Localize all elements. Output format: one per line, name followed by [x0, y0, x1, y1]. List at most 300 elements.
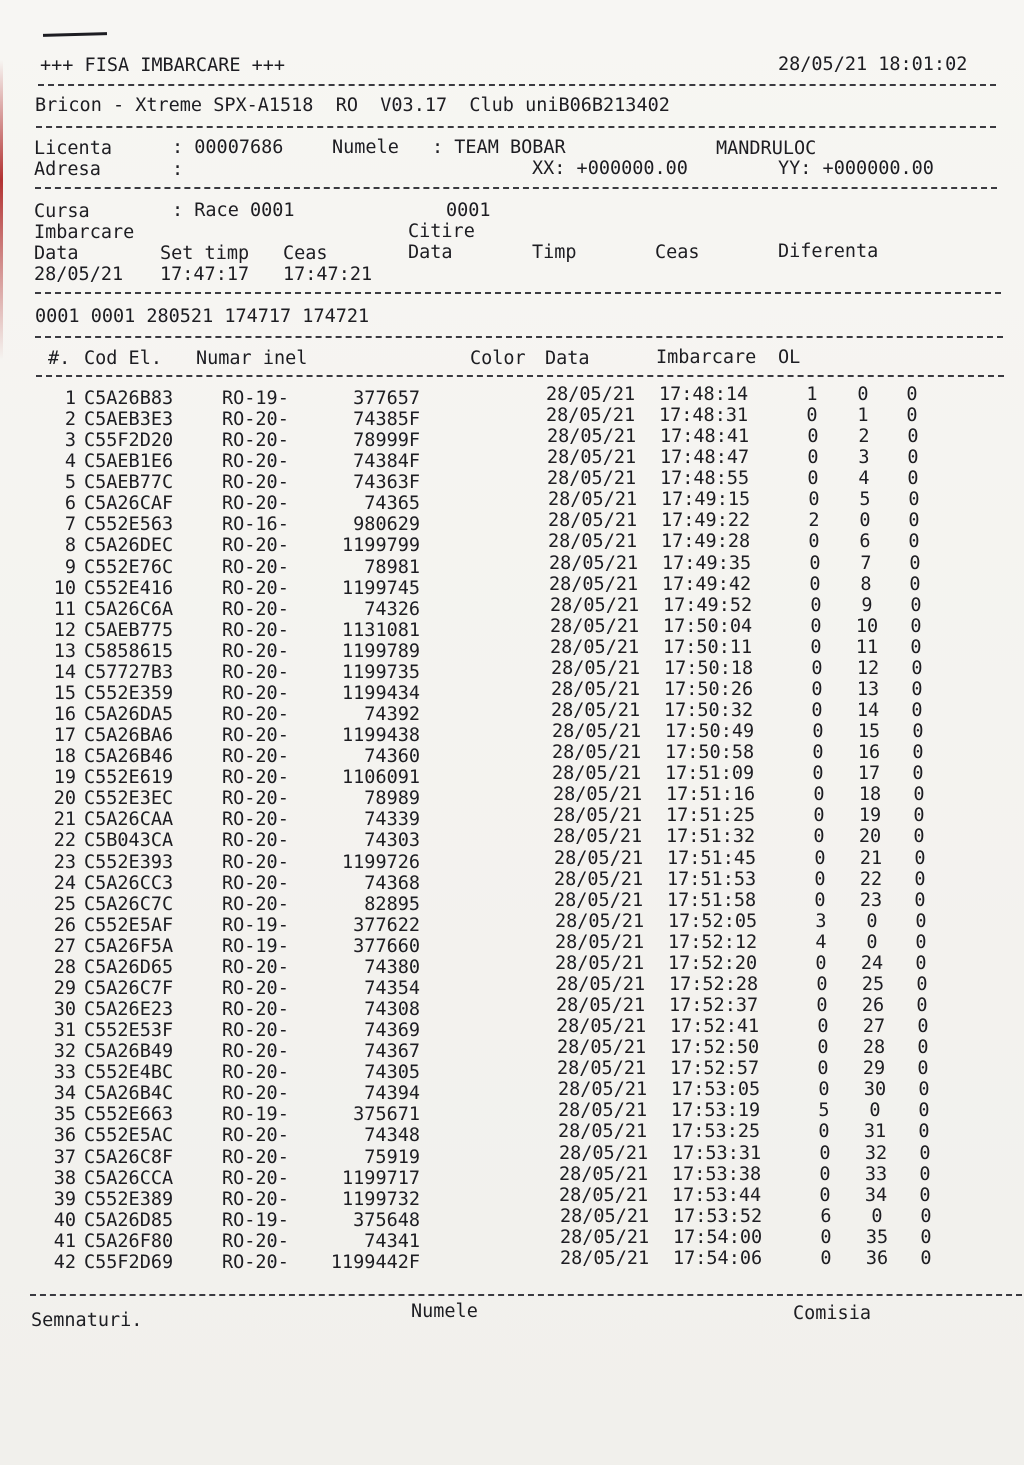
row-time: 17:48:41: [660, 426, 750, 448]
row-date: 28/05/21: [550, 594, 640, 616]
row-ring-prefix: RO-19-: [222, 914, 289, 936]
row-index: 7: [64, 514, 76, 536]
footer-numele-label: Numele: [411, 1301, 478, 1322]
row-ring-prefix: RO-20-: [222, 535, 289, 557]
row-col-c: 0: [913, 784, 925, 806]
row-date: 28/05/21: [558, 1079, 648, 1101]
row-time: 17:49:35: [662, 552, 752, 574]
row-col-c: 0: [910, 636, 922, 658]
divider: [35, 292, 1001, 294]
row-ring-number: 74308: [364, 999, 420, 1021]
row-ring-number: 74339: [364, 809, 420, 831]
row-ring-number: 74305: [364, 1062, 420, 1084]
row-date: 28/05/21: [559, 1142, 649, 1164]
row-col-a: 0: [814, 889, 826, 911]
pen-mark: [43, 32, 107, 37]
row-col-b: 27: [862, 1016, 886, 1038]
row-col-b: 0: [866, 910, 878, 932]
col-header-color: Color: [470, 348, 526, 369]
adresa-label: Adresa: [34, 159, 101, 180]
row-date: 28/05/21: [552, 721, 642, 743]
row-time: 17:52:41: [670, 1016, 760, 1038]
row-ring-number: 1131081: [342, 619, 420, 641]
row-ring-number: 74360: [364, 746, 420, 768]
row-date: 28/05/21: [560, 1205, 650, 1227]
row-ring-number: 74354: [364, 977, 420, 999]
row-col-a: 0: [817, 1058, 829, 1080]
row-col-c: 0: [912, 721, 924, 743]
row-cod-el: C552E53F: [84, 1020, 174, 1042]
citire-data-label: Data: [408, 242, 453, 263]
row-ring-prefix: RO-20-: [222, 682, 289, 704]
row-date: 28/05/21: [546, 405, 636, 427]
row-cod-el: C552E563: [84, 514, 174, 536]
row-ring-prefix: RO-20-: [222, 451, 289, 473]
row-index: 34: [53, 1083, 76, 1105]
row-col-c: 0: [917, 1037, 929, 1059]
row-ring-prefix: RO-20-: [222, 704, 289, 726]
row-ring-prefix: RO-20-: [222, 1020, 289, 1042]
row-time: 17:52:05: [668, 910, 758, 932]
row-index: 23: [53, 851, 76, 873]
row-col-a: 0: [807, 447, 819, 469]
row-ring-prefix: RO-20-: [222, 830, 289, 852]
row-cod-el: C5858615: [84, 640, 174, 662]
row-col-a: 0: [808, 531, 820, 553]
row-index: 39: [53, 1188, 76, 1210]
row-ring-prefix: RO-20-: [222, 409, 289, 431]
row-cod-el: C5AEB3E3: [84, 409, 174, 431]
row-col-c: 0: [916, 973, 928, 995]
row-col-c: 0: [910, 615, 922, 637]
row-col-a: 6: [820, 1205, 832, 1227]
row-col-a: 0: [816, 995, 828, 1017]
row-date: 28/05/21: [553, 826, 643, 848]
row-date: 28/05/21: [547, 447, 637, 469]
row-index: 1: [64, 388, 76, 409]
row-col-b: 10: [855, 615, 879, 637]
imbarcare-set-time: 17:47:17: [160, 264, 250, 285]
divider: [38, 84, 996, 86]
row-ring-prefix: RO-20-: [222, 956, 289, 978]
row-cod-el: C5A26B4C: [84, 1083, 174, 1105]
row-time: 17:52:12: [668, 931, 758, 953]
row-time: 17:50:26: [664, 678, 754, 700]
row-cod-el: C55F2D69: [84, 1251, 174, 1273]
row-col-c: 0: [912, 763, 924, 785]
row-time: 17:48:55: [660, 468, 750, 490]
row-ring-prefix: RO-20-: [222, 472, 289, 494]
row-cod-el: C552E5AF: [84, 914, 174, 936]
col-header-numar-inel: Numar inel: [196, 348, 308, 369]
row-col-c: 0: [906, 405, 918, 427]
row-col-c: 0: [915, 952, 927, 974]
row-col-b: 0: [866, 931, 878, 953]
row-index: 26: [53, 914, 76, 936]
row-col-c: 0: [918, 1100, 930, 1122]
row-cod-el: C552E4BC: [84, 1062, 174, 1084]
row-date: 28/05/21: [554, 889, 644, 911]
row-index: 3: [64, 430, 76, 452]
adresa-value: :: [172, 159, 184, 180]
row-cod-el: C5A26DEC: [84, 535, 174, 557]
row-col-a: 0: [808, 489, 820, 511]
row-ring-number: 1106091: [342, 767, 420, 789]
row-col-c: 0: [919, 1163, 931, 1185]
paper-edge-mark: [0, 60, 3, 360]
row-ring-prefix: RO-20-: [222, 746, 289, 768]
row-col-c: 0: [919, 1184, 931, 1206]
row-cod-el: C552E3EC: [84, 788, 174, 810]
row-col-a: 0: [812, 742, 824, 764]
row-col-b: 26: [861, 995, 885, 1017]
row-date: 28/05/21: [549, 552, 639, 574]
row-cod-el: C552E619: [84, 767, 174, 789]
row-col-a: 1: [806, 384, 818, 405]
row-col-b: 35: [865, 1226, 889, 1248]
row-col-a: 0: [814, 868, 826, 890]
row-col-a: 0: [812, 721, 824, 743]
row-index: 41: [53, 1230, 76, 1252]
row-col-b: 15: [857, 721, 881, 743]
row-col-c: 0: [911, 700, 923, 722]
row-time: 17:52:57: [670, 1058, 760, 1080]
row-index: 38: [53, 1167, 76, 1189]
row-ring-number: 78989: [364, 788, 420, 810]
locality: MANDRULOC: [716, 138, 817, 159]
row-cod-el: C5AEB1E6: [84, 451, 174, 473]
row-ring-number: 74303: [364, 830, 420, 852]
row-col-c: 0: [915, 931, 927, 953]
row-date: 28/05/21: [559, 1163, 649, 1185]
row-cod-el: C5A26B83: [84, 388, 174, 409]
row-ring-prefix: RO-19-: [222, 935, 289, 957]
row-date: 28/05/21: [557, 1037, 647, 1059]
row-cod-el: C552E389: [84, 1188, 174, 1210]
row-index: 11: [53, 598, 76, 620]
row-time: 17:50:49: [665, 721, 755, 743]
divider: [36, 375, 1004, 377]
row-col-b: 4: [858, 468, 870, 490]
row-cod-el: C552E5AC: [84, 1125, 174, 1147]
divider: [36, 126, 996, 128]
row-col-b: 12: [856, 657, 880, 679]
row-col-a: 0: [820, 1226, 832, 1248]
row-index: 10: [53, 577, 76, 599]
row-date: 28/05/21: [555, 952, 645, 974]
row-cod-el: C5A26F5A: [84, 935, 174, 957]
row-col-a: 0: [807, 426, 819, 448]
row-index: 14: [53, 661, 76, 683]
imbarcare-date: 28/05/21: [34, 264, 124, 285]
race-code: 0001: [446, 200, 491, 221]
row-index: 31: [53, 1020, 76, 1042]
row-col-a: 4: [815, 931, 827, 953]
row-ring-number: 980629: [353, 514, 420, 536]
row-time: 17:54:00: [673, 1226, 763, 1248]
row-date: 28/05/21: [556, 995, 646, 1017]
row-col-b: 3: [858, 447, 870, 469]
row-cod-el: C5A26CCA: [84, 1167, 174, 1189]
row-ring-prefix: RO-20-: [222, 788, 289, 810]
row-index: 6: [64, 493, 76, 515]
row-index: 13: [53, 640, 76, 662]
row-index: 16: [53, 704, 76, 726]
row-col-c: 0: [914, 889, 926, 911]
row-col-b: 0: [871, 1205, 883, 1227]
row-ring-number: 1199732: [342, 1188, 420, 1210]
row-ring-number: 74348: [364, 1125, 420, 1147]
row-ring-number: 74326: [364, 598, 420, 620]
row-col-b: 9: [861, 594, 873, 616]
row-time: 17:51:25: [666, 805, 756, 827]
row-date: 28/05/21: [554, 847, 644, 869]
row-date: 28/05/21: [553, 805, 643, 827]
row-index: 36: [53, 1125, 76, 1147]
row-col-b: 24: [860, 952, 884, 974]
row-index: 21: [53, 809, 76, 831]
row-cod-el: C5AEB77C: [84, 472, 174, 494]
row-col-c: 0: [908, 489, 920, 511]
row-cod-el: C5A26C8F: [84, 1146, 174, 1168]
row-ring-number: 74385F: [353, 409, 420, 431]
row-date: 28/05/21: [551, 700, 641, 722]
sheet-title: +++ FISA IMBARCARE +++: [40, 55, 286, 76]
row-date: 28/05/21: [550, 615, 640, 637]
row-cod-el: C5A26CAA: [84, 809, 174, 831]
row-col-c: 0: [913, 826, 925, 848]
row-ring-number: 78981: [364, 556, 420, 578]
row-ring-prefix: RO-20-: [222, 577, 289, 599]
row-date: 28/05/21: [547, 468, 637, 490]
row-ring-prefix: RO-20-: [222, 619, 289, 641]
row-time: 17:53:19: [671, 1100, 761, 1122]
row-col-b: 34: [864, 1184, 888, 1206]
row-cod-el: C5A26C6A: [84, 598, 174, 620]
row-index: 18: [53, 746, 76, 768]
numele-value: : TEAM BOBAR: [432, 137, 566, 158]
row-col-c: 0: [907, 426, 919, 448]
row-index: 20: [53, 788, 76, 810]
row-time: 17:50:58: [665, 742, 755, 764]
row-col-a: 0: [813, 784, 825, 806]
row-ring-prefix: RO-20-: [222, 851, 289, 873]
row-ring-prefix: RO-20-: [222, 1125, 289, 1147]
citire-label: Citire: [408, 221, 475, 242]
row-col-c: 0: [915, 910, 927, 932]
row-date: 28/05/21: [557, 1058, 647, 1080]
row-col-a: 0: [811, 700, 823, 722]
row-col-b: 0: [857, 384, 869, 405]
row-col-c: 0: [909, 573, 921, 595]
set-timp-label: Set timp: [160, 243, 250, 264]
col-header-index: #.: [48, 348, 71, 369]
row-col-b: 14: [856, 700, 880, 722]
row-index: 2: [64, 409, 76, 431]
divider: [35, 336, 1003, 338]
row-ring-prefix: RO-20-: [222, 430, 289, 452]
row-col-b: 30: [863, 1079, 887, 1101]
row-cod-el: C5A26CC3: [84, 872, 174, 894]
row-time: 17:53:25: [671, 1121, 761, 1143]
row-ring-number: 1199434: [342, 682, 420, 704]
row-col-b: 25: [861, 973, 885, 995]
race-code-line: 0001 0001 280521 174717 174721: [35, 306, 370, 327]
row-ring-prefix: RO-20-: [222, 1230, 289, 1252]
row-ring-prefix: RO-20-: [222, 661, 289, 683]
row-index: 24: [53, 872, 76, 894]
row-ring-prefix: RO-20-: [222, 1062, 289, 1084]
row-col-c: 0: [907, 468, 919, 490]
row-index: 30: [53, 999, 76, 1021]
row-col-a: 0: [815, 952, 827, 974]
row-index: 9: [64, 556, 76, 578]
row-col-b: 6: [859, 531, 871, 553]
row-col-c: 0: [916, 995, 928, 1017]
row-ring-prefix: RO-20-: [222, 556, 289, 578]
row-col-c: 0: [910, 594, 922, 616]
row-ring-prefix: RO-20-: [222, 872, 289, 894]
row-col-a: 0: [813, 805, 825, 827]
row-col-c: 0: [906, 384, 918, 405]
row-ring-prefix: RO-20-: [222, 767, 289, 789]
row-date: 28/05/21: [553, 784, 643, 806]
row-index: 28: [53, 956, 76, 978]
row-time: 17:50:11: [663, 636, 753, 658]
row-time: 17:51:32: [666, 826, 756, 848]
row-index: 8: [64, 535, 76, 557]
row-col-b: 31: [863, 1121, 887, 1143]
row-col-a: 5: [818, 1100, 830, 1122]
row-col-c: 0: [907, 447, 919, 469]
row-ring-prefix: RO-20-: [222, 999, 289, 1021]
row-col-a: 0: [818, 1079, 830, 1101]
row-cod-el: C5A26D85: [84, 1209, 174, 1231]
row-index: 37: [53, 1146, 76, 1168]
row-col-a: 0: [811, 657, 823, 679]
row-time: 17:53:05: [671, 1079, 761, 1101]
row-ring-prefix: RO-19-: [222, 1209, 289, 1231]
row-cod-el: C5A26C7C: [84, 893, 174, 915]
row-ring-number: 74392: [364, 704, 420, 726]
row-ring-prefix: RO-20-: [222, 1083, 289, 1105]
row-date: 28/05/21: [557, 1016, 647, 1038]
row-col-b: 2: [858, 426, 870, 448]
row-col-b: 20: [858, 826, 882, 848]
row-ring-prefix: RO-20-: [222, 1167, 289, 1189]
row-ring-number: 377660: [353, 935, 420, 957]
row-ring-prefix: RO-20-: [222, 493, 289, 515]
row-ring-number: 1199789: [342, 640, 420, 662]
row-col-c: 0: [911, 657, 923, 679]
row-ring-number: 74341: [364, 1230, 420, 1252]
row-index: 32: [53, 1041, 76, 1063]
row-ring-prefix: RO-20-: [222, 640, 289, 662]
row-cod-el: C5A26E23: [84, 999, 174, 1021]
row-index: 12: [53, 619, 76, 641]
row-col-b: 36: [865, 1247, 889, 1269]
row-ring-prefix: RO-20-: [222, 725, 289, 747]
timp-label: Timp: [532, 242, 577, 263]
row-col-a: 0: [818, 1121, 830, 1143]
row-time: 17:51:53: [667, 868, 757, 890]
imbarcare-label: Imbarcare: [34, 222, 135, 243]
row-ring-number: 74367: [364, 1041, 420, 1063]
row-col-b: 17: [857, 763, 881, 785]
row-ring-number: 82895: [364, 893, 420, 915]
row-col-a: 0: [810, 636, 822, 658]
signatures-label: Semnaturi.: [31, 1310, 143, 1331]
row-col-a: 0: [813, 826, 825, 848]
row-ring-prefix: RO-20-: [222, 1146, 289, 1168]
row-time: 17:54:06: [673, 1247, 763, 1269]
row-date: 28/05/21: [552, 763, 642, 785]
row-ring-number: 375648: [353, 1209, 420, 1231]
row-col-a: 0: [814, 847, 826, 869]
row-col-b: 29: [862, 1058, 886, 1080]
row-col-c: 0: [920, 1205, 932, 1227]
row-col-a: 0: [816, 973, 828, 995]
row-col-a: 0: [817, 1037, 829, 1059]
row-index: 4: [64, 451, 76, 473]
row-col-b: 0: [859, 510, 871, 532]
device-line: Bricon - Xtreme SPX-A1518 RO V03.17 Club uniB06B213402: [35, 95, 670, 116]
row-time: 17:50:32: [664, 700, 754, 722]
row-col-a: 0: [810, 594, 822, 616]
row-col-c: 0: [920, 1247, 932, 1269]
row-time: 17:53:31: [672, 1142, 762, 1164]
row-col-b: 28: [862, 1037, 886, 1059]
row-cod-el: C552E416: [84, 577, 174, 599]
row-col-b: 23: [859, 889, 883, 911]
row-cod-el: C552E393: [84, 851, 174, 873]
row-col-a: 2: [808, 510, 820, 532]
divider: [30, 1294, 1022, 1296]
row-col-c: 0: [920, 1226, 932, 1248]
col-header-ol: OL: [778, 347, 801, 368]
row-date: 28/05/21: [558, 1121, 648, 1143]
row-col-b: 11: [855, 636, 879, 658]
row-col-a: 0: [820, 1247, 832, 1269]
row-cod-el: C5B043CA: [84, 830, 174, 852]
row-date: 28/05/21: [555, 931, 645, 953]
row-col-c: 0: [914, 847, 926, 869]
row-time: 17:52:50: [670, 1037, 760, 1059]
row-date: 28/05/21: [549, 573, 639, 595]
row-ring-number: 74369: [364, 1020, 420, 1042]
row-col-a: 0: [819, 1184, 831, 1206]
row-col-c: 0: [909, 552, 921, 574]
row-index: 15: [53, 682, 76, 704]
row-date: 28/05/21: [547, 426, 637, 448]
numele-label: Numele: [332, 137, 399, 158]
row-date: 28/05/21: [552, 742, 642, 764]
row-cod-el: C5A26F80: [84, 1230, 174, 1252]
divider: [35, 187, 997, 189]
row-col-c: 0: [911, 678, 923, 700]
row-time: 17:51:16: [666, 784, 756, 806]
row-date: 28/05/21: [551, 678, 641, 700]
diferenta-label: Diferenta: [778, 241, 879, 262]
row-time: 17:49:52: [663, 594, 753, 616]
row-index: 22: [53, 830, 76, 852]
row-index: 27: [53, 935, 76, 957]
row-date: 28/05/21: [548, 489, 638, 511]
row-time: 17:48:14: [659, 384, 749, 405]
row-col-a: 3: [815, 910, 827, 932]
row-ring-number: 1199442F: [330, 1251, 420, 1273]
row-time: 17:53:52: [673, 1205, 763, 1227]
